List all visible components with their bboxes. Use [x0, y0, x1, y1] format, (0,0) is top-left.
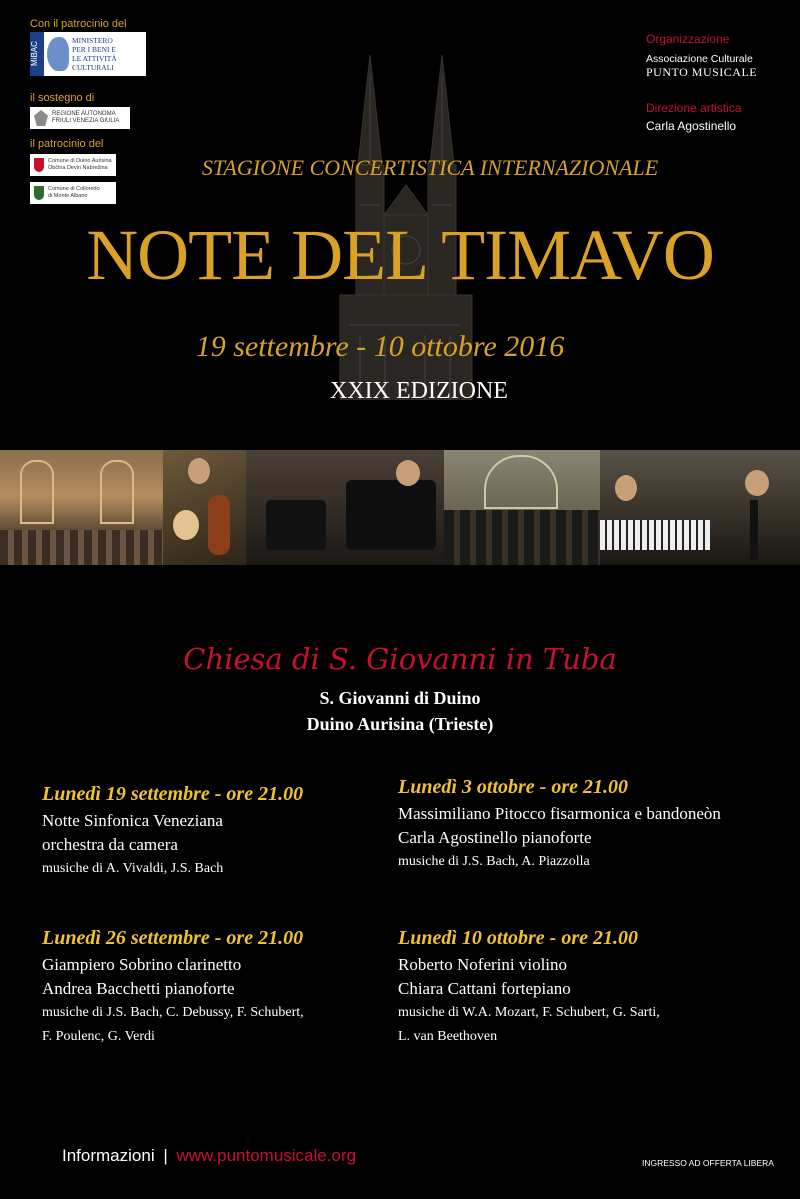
concert-date: Lunedì 26 settembre - ore 21.00: [42, 927, 304, 949]
region-logo[interactable]: [30, 107, 130, 129]
concert-performer: Andrea Bacchetti pianoforte: [42, 979, 235, 998]
region-eagle-icon: [34, 110, 48, 126]
photo-church-audience: [0, 450, 163, 565]
info-label: Informazioni: [62, 1146, 155, 1165]
footer-separator: |: [163, 1146, 168, 1165]
concert-performer: Notte Sinfonica Veneziana: [42, 811, 223, 830]
page-title: NOTE DEL TIMAVO: [86, 215, 714, 295]
concert-date: Lunedì 3 ottobre - ore 21.00: [398, 776, 628, 798]
director-name: Carla Agostinello: [646, 119, 737, 133]
region-line: FRIULI VENEZIA GIULIA: [52, 118, 120, 124]
concert-performer: Carla Agostinello pianoforte: [398, 828, 592, 847]
edition-label: XXIX EDIZIONE: [330, 378, 508, 404]
photo-piano-stage: [246, 450, 444, 565]
venue-name: Chiesa di S. Giovanni in Tuba: [183, 642, 617, 676]
concert-performer: orchestra da camera: [42, 835, 178, 854]
region-line: REGIONE AUTONOMA: [52, 111, 116, 117]
colloredo-line: Comune di Colloredo: [48, 186, 100, 192]
website-link[interactable]: www.puntomusicale.org: [176, 1146, 357, 1165]
direction-label: Direzione artistica: [646, 101, 742, 115]
event-dates: 19 settembre - 10 ottobre 2016: [195, 330, 565, 363]
mibac-line: MINISTERO: [72, 36, 113, 45]
photo-pianist: [600, 450, 800, 565]
concert-item: [42, 927, 382, 1049]
concert-item: [398, 927, 798, 1049]
concert-program: musiche di J.S. Bach, C. Debussy, F. Schubert,: [42, 1005, 304, 1020]
mibac-logo[interactable]: [30, 32, 146, 76]
support-label: il sostegno di: [30, 92, 95, 104]
duino-line: Comune di Duino Aurisina: [48, 158, 112, 164]
colloredo-logo[interactable]: [30, 182, 116, 204]
patronage-label: Con il patrocinio del: [30, 18, 127, 30]
concert-program: musiche di A. Vivaldi, J.S. Bach: [42, 861, 224, 876]
mibac-line: PER I BENI E: [72, 45, 116, 54]
photo-violinist: [163, 450, 246, 565]
colloredo-line: di Monte Albano: [48, 193, 88, 199]
mibac-logo-icon: MiBAC: [30, 32, 44, 76]
mibac-head-icon: [47, 37, 69, 71]
org-brand: PUNTO MUSICALE: [646, 65, 758, 79]
org-label: Organizzazione: [646, 32, 730, 46]
concert-performer: Roberto Noferini violino: [398, 955, 568, 974]
concert-program: F. Poulenc, G. Verdi: [42, 1029, 155, 1044]
season-subtitle: STAGIONE CONCERTISTICA INTERNAZIONALE: [201, 155, 659, 180]
mibac-line: LE ATTIVITÀ: [72, 54, 117, 63]
venue-place2: Duino Aurisina (Trieste): [306, 714, 494, 734]
duino-line: Občina Devin Nabrežina: [48, 165, 108, 171]
concert-date: Lunedì 19 settembre - ore 21.00: [42, 783, 304, 805]
venue-place1: S. Giovanni di Duino: [319, 688, 481, 708]
org-name: Associazione Culturale: [646, 53, 753, 65]
mibac-line: CULTURALI: [72, 63, 114, 72]
concert-program: musiche di W.A. Mozart, F. Schubert, G. Sarti,: [398, 1005, 660, 1020]
concert-item: [42, 783, 382, 881]
entry-note: INGRESSO AD OFFERTA LIBERA: [642, 1158, 774, 1168]
concert-date: Lunedì 10 ottobre - ore 21.00: [398, 927, 638, 949]
concert-program: musiche di J.S. Bach, A. Piazzolla: [398, 854, 590, 869]
concert-performer: Giampiero Sobrino clarinetto: [42, 955, 242, 974]
concert-performer: Massimiliano Pitocco fisarmonica e bandoneòn: [398, 804, 721, 823]
colloredo-crest-icon: [34, 186, 44, 200]
footer-info: [62, 1146, 356, 1166]
concert-program: L. van Beethoven: [398, 1029, 498, 1044]
concert-item: [398, 776, 798, 874]
patronage2-label: il patrocinio del: [30, 138, 104, 150]
concert-performer: Chiara Cattani fortepiano: [398, 979, 571, 998]
photo-ensemble: [444, 450, 600, 565]
